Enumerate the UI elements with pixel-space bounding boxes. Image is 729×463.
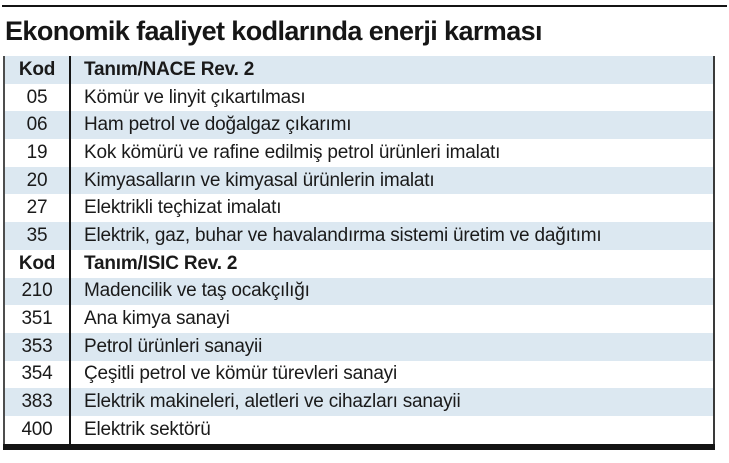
energy-codes-table [3, 56, 715, 444]
table-row [5, 416, 713, 444]
description-cell: Petrol ürünleri sanayii [84, 335, 263, 357]
header-description-cell: Tanım/NACE Rev. 2 [84, 58, 255, 80]
code-cell: 27 [5, 194, 71, 222]
table-row [5, 278, 713, 306]
header-code-cell: Kod [5, 56, 71, 84]
description-cell: Elektrikli teçhizat imalatı [84, 197, 282, 219]
description-cell: Ham petrol ve doğalgaz çıkarımı [84, 114, 352, 136]
top-rule [2, 5, 727, 7]
page-title: Ekonomik faaliyet kodlarında enerji karması [5, 16, 542, 46]
table-row [5, 139, 713, 167]
code-cell: 19 [5, 139, 71, 167]
table-row [5, 305, 713, 333]
code-cell: 35 [5, 222, 71, 250]
description-cell: Kok kömürü ve rafine edilmiş petrol ürünleri imalatı [84, 141, 501, 163]
bottom-rule [3, 444, 715, 450]
code-cell: 20 [5, 167, 71, 195]
description-cell: Çeşitli petrol ve kömür türevleri sanayi [84, 363, 398, 385]
description-cell: Elektrik makineleri, aletleri ve cihazları sanayii [84, 391, 461, 413]
code-cell: 354 [5, 361, 71, 389]
table-row [5, 222, 713, 250]
table-row [5, 84, 713, 112]
table-header-row-isic [5, 250, 713, 278]
description-cell: Kimyasalların ve kimyasal ürünlerin imalatı [84, 169, 435, 191]
code-cell: 400 [5, 416, 71, 444]
description-cell: Ana kimya sanayi [84, 308, 230, 330]
code-cell: 210 [5, 278, 71, 306]
description-cell: Elektrik, gaz, buhar ve havalandırma sistemi üretim ve dağıtımı [84, 224, 602, 246]
header-code-cell: Kod [5, 250, 71, 278]
code-cell: 05 [5, 84, 71, 112]
code-cell: 353 [5, 333, 71, 361]
code-cell: 383 [5, 388, 71, 416]
description-cell: Elektrik sektörü [84, 418, 211, 440]
description-cell: Kömür ve linyit çıkartılması [84, 86, 306, 108]
code-cell: 06 [5, 111, 71, 139]
table-row [5, 111, 713, 139]
table-row [5, 388, 713, 416]
description-cell: Madencilik ve taş ocakçılığı [84, 280, 310, 302]
table-row [5, 194, 713, 222]
code-cell: 351 [5, 305, 71, 333]
table-row [5, 333, 713, 361]
table-header-row-nace [5, 56, 713, 84]
table-row [5, 361, 713, 389]
table-row [5, 167, 713, 195]
header-description-cell: Tanım/ISIC Rev. 2 [84, 252, 238, 274]
